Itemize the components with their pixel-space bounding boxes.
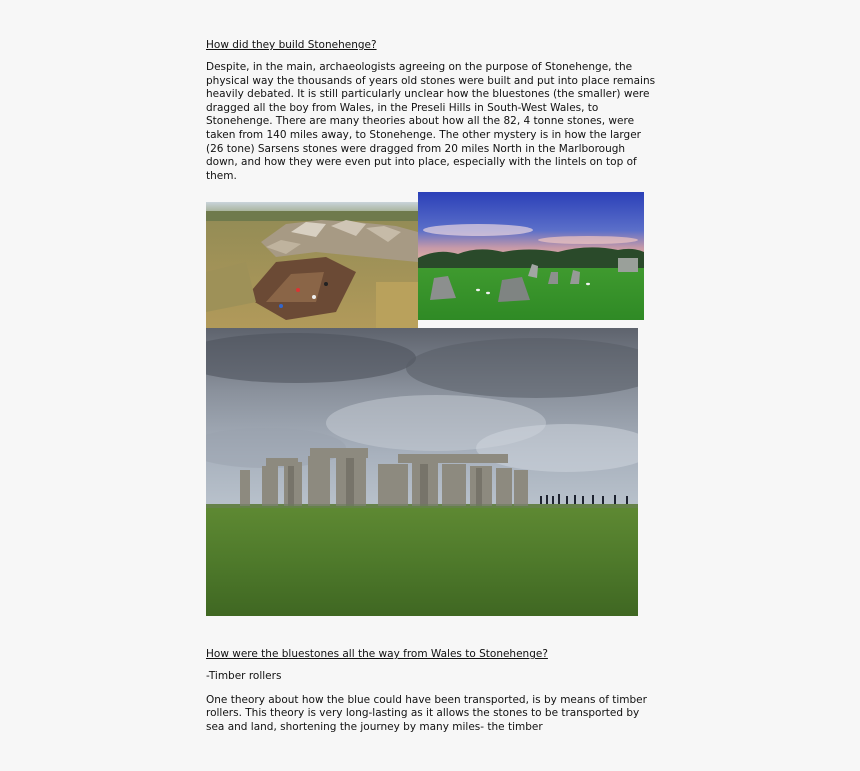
standing-stones-field-photo (418, 192, 644, 320)
article-paragraph-timber: One theory about how the blue could have been transported, is by means of timber rollers. This theory is very long-lasting as it allows the stones to be transported by sea and land, shortening the journey by many miles- the timber (206, 693, 647, 734)
article-subheading-timber: -Timber rollers (206, 670, 282, 683)
article-heading-build: How did they build Stonehenge? (206, 39, 377, 51)
article (206, 38, 658, 735)
article-paragraph-build: Despite, in the main, archaeologists agreeing on the purpose of Stonehenge, the physical way the thousands of years old stones were built and put into place remains heavily debated. It is still particularly unclear how the bluestones (the smaller) were dragged all the boy from Wales, in the Preseli Hills in South-West Wales, to Stonehenge. There are many theories about how all the 82, 4 tonne stones, were taken from 140 miles away, to Stonehenge. The other mystery is in how the larger (26 tone) Sarsens stones were dragged from 20 miles North in the Marlborough down, and how they were even put into place, especially with the lintels on top of them. (206, 61, 656, 182)
article-heading-bluestones: How were the bluestones all the way from Wales to Stonehenge? (206, 648, 548, 661)
quarry-dig-photo (206, 202, 418, 330)
stonehenge-landscape-photo (206, 328, 638, 616)
image-row (206, 192, 658, 320)
